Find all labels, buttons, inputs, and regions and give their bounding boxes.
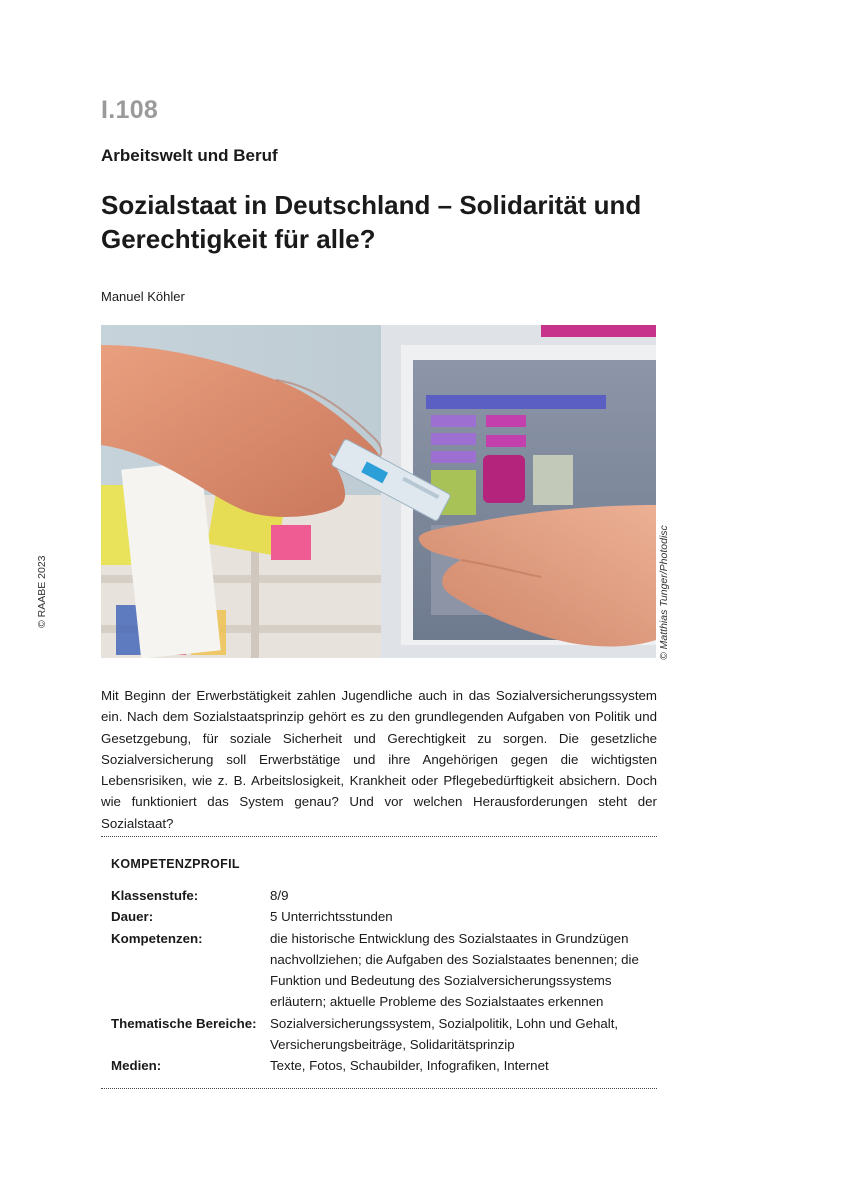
side-copyright: © RAABE 2023: [36, 555, 48, 628]
photo-credit: © Matthias Tunger/Photodisc: [658, 525, 670, 660]
divider-bottom: [101, 1088, 657, 1089]
kp-row-thematische-bereiche: [111, 1013, 651, 1056]
unit-code: I.108: [101, 96, 159, 124]
kp-label: Thematische Bereiche:: [111, 1015, 257, 1031]
kp-value: Texte, Fotos, Schaubilder, Infografiken, Internet: [270, 1058, 549, 1074]
kp-value: 5 Unterrichtsstunden: [270, 909, 393, 925]
page-title: Sozialstaat in Deutschland – Solidarität und Gerechtigkeit für alle?: [101, 190, 642, 254]
kp-row-medien: [111, 1055, 651, 1076]
kp-value: Sozialversicherungssystem, Sozialpolitik, Lohn und Gehalt, Versicherungsbeiträge, Solidaritätsprinzip: [270, 1015, 619, 1053]
kp-label: Medien:: [111, 1058, 162, 1074]
kp-value: 8/9: [270, 888, 289, 903]
kp-row-klassenstufe: [111, 885, 651, 906]
kp-label: Klassenstufe:: [111, 888, 199, 903]
author-name: Manuel Köhler: [101, 289, 185, 304]
section-title: Arbeitswelt und Beruf: [101, 146, 278, 165]
intro-paragraph: Mit Beginn der Erwerbstätigkeit zahlen Jugendliche auch in das Sozialversicherungssystem ein. Nach dem Sozialstaatsprinzip gehört es zu den grundlegenden Aufgaben von Politik und Gesetzgebung, für soziale Sicherheit und Gerechtigkeit zu sorgen. Die gesetzliche Sozialversicherung soll Erwerbstätige und ihre Angehörigen gegen die wichtigsten Lebensrisiken, wie z. B. Arbeitslosigkeit, Krankheit oder Pflegebedürftigkeit absichern. Doch wie funktioniert das System genau? Und vor welchen Herausforderungen steht der Sozialstaat?: [101, 688, 657, 831]
kp-row-kompetenzen: [111, 928, 651, 1013]
cover-photo: [101, 325, 656, 658]
kompetenzprofil-heading: KOMPETENZPROFIL: [111, 857, 240, 871]
kp-value: die historische Entwicklung des Sozialstaates in Grundzügen nachvollziehen; die Aufgaben des Sozialstaates benennen; die Funktion und Bedeutung des Sozialversicherungssystems erläutern; aktuelle Probleme des Sozialstaates erkennen: [270, 930, 639, 1010]
kp-label: Kompetenzen:: [111, 930, 203, 946]
divider-top: [101, 836, 657, 837]
kp-label: Dauer:: [111, 909, 154, 925]
kompetenzprofil-table: [111, 885, 651, 1077]
kp-row-dauer: [111, 906, 651, 927]
